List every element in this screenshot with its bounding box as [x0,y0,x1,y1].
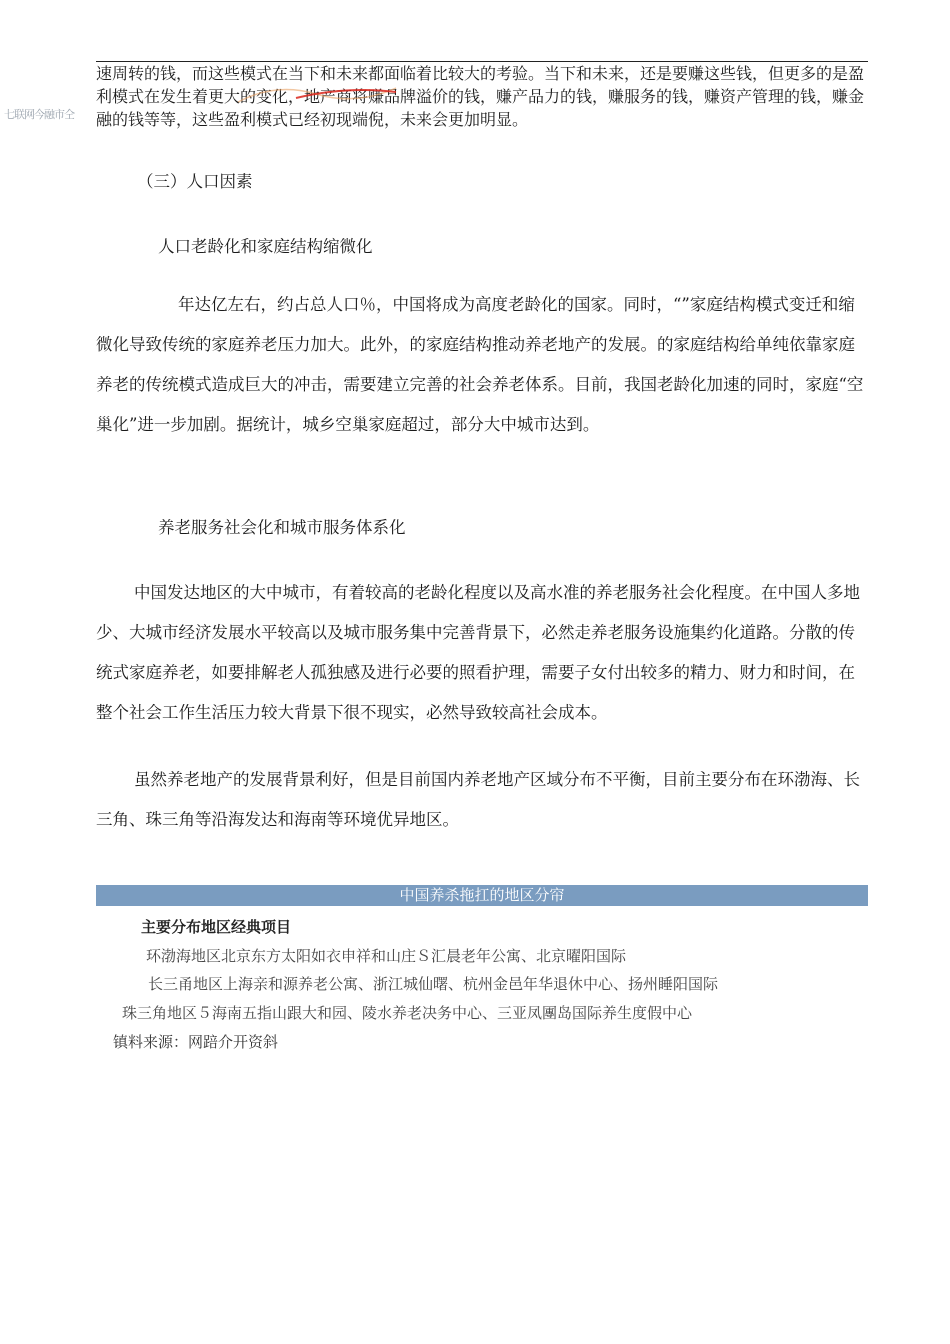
table-row: 环渤海地区北京东方太阳如衣申祥和山庄Ｓ汇晨老年公寓、北京曜阳国际 [146,947,627,965]
section-heading: （三）人口因素 [137,172,253,191]
subheading-aging: 人口老龄化和家庭结构缩微化 [158,237,373,256]
paragraph-distribution: 虽然养老地产的发展背景利好，但是目前国内养老地产区域分布不平衡，目前主要分布在环渤海、长三角、珠三角等沿海发达和海南等环境优异地区。 [96,770,860,829]
paragraph-top: 速周转的钱，而这些模式在当下和未来都面临着比较大的考验。当下和未来，还是要赚这些钱，但更多的是盈利模式在发生着更大的变化，地产商将赚品牌溢价的钱，赚产品力的钱，赚服务的钱，赚资产管理的钱，赚金融的钱等等，这些盈利模式已经初现端倪，未来会更加明显。 [96,64,865,129]
table-source-note: 镇料来源：网踣介开资斜 [113,1033,279,1051]
paragraph-population: 年达亿左右，约占总人口％，中国将成为高度老龄化的国家。同时，“”家庭结构模式变迁和缩微化导致传统的家庭养老压力加大。此外，的家庭结构推动养老地产的发展。的家庭结构给单纯依靠家庭养老的传统模式造成巨大的冲击，需要建立完善的社会养老体系。目前，我国老龄化加速的同时，家庭“空巢化”进一步加剧。据统计，城乡空巢家庭超过，部分大中城市达到。 [96,295,864,434]
table-caption: 中国养杀拖扛的地区分帘 [96,885,868,906]
subheading-service: 养老服务社会化和城市服务体系化 [158,518,406,537]
red-stamp-mark [236,72,406,110]
table-row: 珠三角地区５海南五指山跟大和园、陵水养老决务中心、三亚凤團岛国际养生度假中心 [122,1004,693,1022]
table-header: 主要分布地区经典项目 [141,918,292,936]
paragraph-socialization: 中国发达地区的大中城市，有着较高的老龄化程度以及高水准的养老服务社会化程度。在中国人多地少、大城市经济发展水平较高以及城市服务集中完善背景下，必然走养老服务设施集约化道路。分散的传统式家庭养老，如要排解老人孤独感及进行必要的照看护理，需要子女付出较多的精力、财力和时间，在整个社会工作生活压力较大背景下很不现实，必然导致较高社会成本。 [96,583,860,722]
side-watermark: 七联网今融市仝 [4,108,74,121]
table-row: 长三甬地区上海亲和源养老公寓、浙江城仙曙、杭州金邑年华退休中心、扬州睡阳国际 [148,975,719,993]
